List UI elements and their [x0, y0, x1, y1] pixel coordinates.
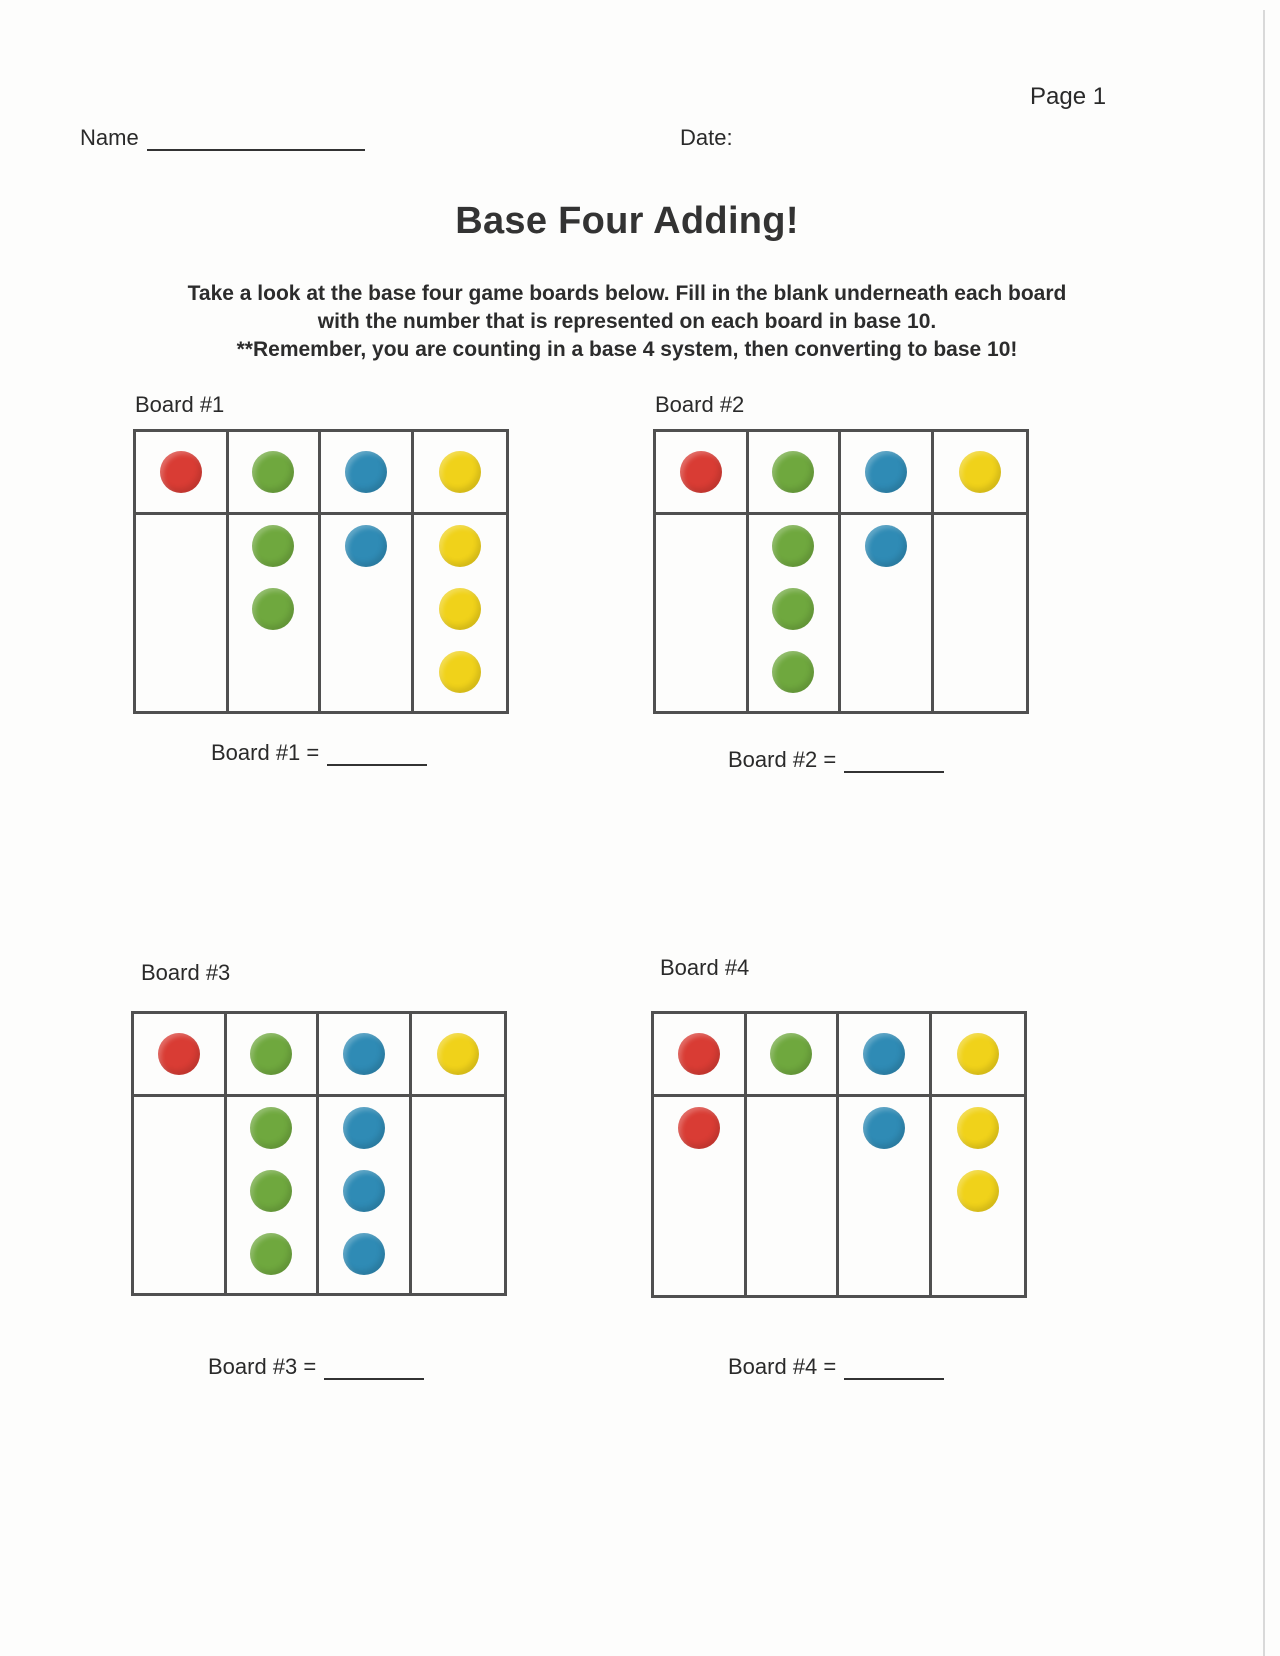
- yellow-counter-icon: [437, 1033, 479, 1075]
- board-count-cell: [934, 515, 1027, 711]
- green-counter-icon: [252, 588, 294, 630]
- worksheet-title: Base Four Adding!: [455, 200, 799, 242]
- board-count-cell: [654, 1097, 747, 1295]
- green-counter-icon: [252, 525, 294, 567]
- board-4-label: Board #4: [660, 955, 750, 980]
- board-2: [653, 429, 1029, 714]
- yellow-counter-icon: [957, 1170, 999, 1212]
- board-count-cell: [136, 515, 229, 711]
- board-header-cell: [656, 432, 749, 515]
- board-count-cell: [656, 515, 749, 711]
- green-counter-icon: [250, 1233, 292, 1275]
- board-count-cell: [839, 1097, 932, 1295]
- blue-counter-icon: [345, 525, 387, 567]
- board-count-cell: [932, 1097, 1025, 1295]
- board-header-cell: [747, 1014, 840, 1097]
- board-count-cell: [319, 1097, 412, 1293]
- board-header-cell: [841, 432, 934, 515]
- green-counter-icon: [252, 451, 294, 493]
- page-number: Page 1: [1030, 83, 1107, 110]
- board-4-answer-blank[interactable]: [844, 1358, 944, 1380]
- board-header-cell: [934, 432, 1027, 515]
- board-count-cell: [747, 1097, 840, 1295]
- board-count-cell: [134, 1097, 227, 1293]
- green-counter-icon: [772, 451, 814, 493]
- yellow-counter-icon: [957, 1033, 999, 1075]
- green-counter-icon: [250, 1170, 292, 1212]
- board-header-cell: [932, 1014, 1025, 1097]
- name-blank[interactable]: [147, 127, 365, 151]
- board-4: [651, 1011, 1027, 1298]
- board-4-answer: [728, 1354, 944, 1380]
- board-count-cell: [414, 515, 507, 711]
- yellow-counter-icon: [957, 1107, 999, 1149]
- board-header-cell: [654, 1014, 747, 1097]
- green-counter-icon: [250, 1033, 292, 1075]
- red-counter-icon: [678, 1033, 720, 1075]
- board-1: [133, 429, 509, 714]
- board-1-label: Board #1: [135, 392, 225, 417]
- board-count-cell: [321, 515, 414, 711]
- board-2-answer-label: Board #2 =: [728, 747, 837, 772]
- board-count-cell: [749, 515, 842, 711]
- blue-counter-icon: [343, 1107, 385, 1149]
- instruction-line: Take a look at the base four game boards below. Fill in the blank underneath each board: [187, 282, 1067, 305]
- board-3-answer-label: Board #3 =: [208, 1354, 317, 1379]
- board-header-cell: [412, 1014, 505, 1097]
- board-header-cell: [134, 1014, 227, 1097]
- blue-counter-icon: [343, 1233, 385, 1275]
- board-header-cell: [229, 432, 322, 515]
- board-count-cell: [227, 1097, 320, 1293]
- board-2-answer-blank[interactable]: [844, 751, 944, 773]
- blue-counter-icon: [343, 1033, 385, 1075]
- board-header-cell: [319, 1014, 412, 1097]
- board-header-cell: [414, 432, 507, 515]
- board-count-cell: [412, 1097, 505, 1293]
- yellow-counter-icon: [439, 525, 481, 567]
- blue-counter-icon: [865, 451, 907, 493]
- instruction-line: **Remember, you are counting in a base 4 system, then converting to base 10!: [236, 338, 1018, 361]
- yellow-counter-icon: [439, 588, 481, 630]
- date-label: Date:: [680, 125, 733, 150]
- board-1-answer: [211, 740, 427, 766]
- board-header-cell: [227, 1014, 320, 1097]
- board-3-answer: [208, 1354, 424, 1380]
- board-4-answer-label: Board #4 =: [728, 1354, 837, 1379]
- green-counter-icon: [772, 525, 814, 567]
- green-counter-icon: [772, 588, 814, 630]
- board-2-answer: [728, 747, 944, 773]
- red-counter-icon: [158, 1033, 200, 1075]
- red-counter-icon: [160, 451, 202, 493]
- name-field: [80, 125, 365, 151]
- instruction-line: with the number that is represented on each board in base 10.: [317, 310, 937, 333]
- board-header-cell: [749, 432, 842, 515]
- red-counter-icon: [680, 451, 722, 493]
- board-header-cell: [321, 432, 414, 515]
- board-header-cell: [839, 1014, 932, 1097]
- blue-counter-icon: [863, 1033, 905, 1075]
- blue-counter-icon: [863, 1107, 905, 1149]
- board-3-answer-blank[interactable]: [324, 1358, 424, 1380]
- board-3: [131, 1011, 507, 1296]
- board-header-cell: [136, 432, 229, 515]
- blue-counter-icon: [865, 525, 907, 567]
- green-counter-icon: [772, 651, 814, 693]
- green-counter-icon: [250, 1107, 292, 1149]
- yellow-counter-icon: [439, 651, 481, 693]
- board-1-answer-label: Board #1 =: [211, 740, 320, 765]
- name-label: Name: [80, 125, 139, 150]
- board-count-cell: [841, 515, 934, 711]
- board-3-label: Board #3: [141, 960, 231, 985]
- green-counter-icon: [770, 1033, 812, 1075]
- board-count-cell: [229, 515, 322, 711]
- yellow-counter-icon: [959, 451, 1001, 493]
- blue-counter-icon: [345, 451, 387, 493]
- board-1-answer-blank[interactable]: [327, 744, 427, 766]
- yellow-counter-icon: [439, 451, 481, 493]
- board-2-label: Board #2: [655, 392, 745, 417]
- blue-counter-icon: [343, 1170, 385, 1212]
- scan-edge-line: [1263, 10, 1265, 1656]
- instructions: [0, 280, 1254, 364]
- red-counter-icon: [678, 1107, 720, 1149]
